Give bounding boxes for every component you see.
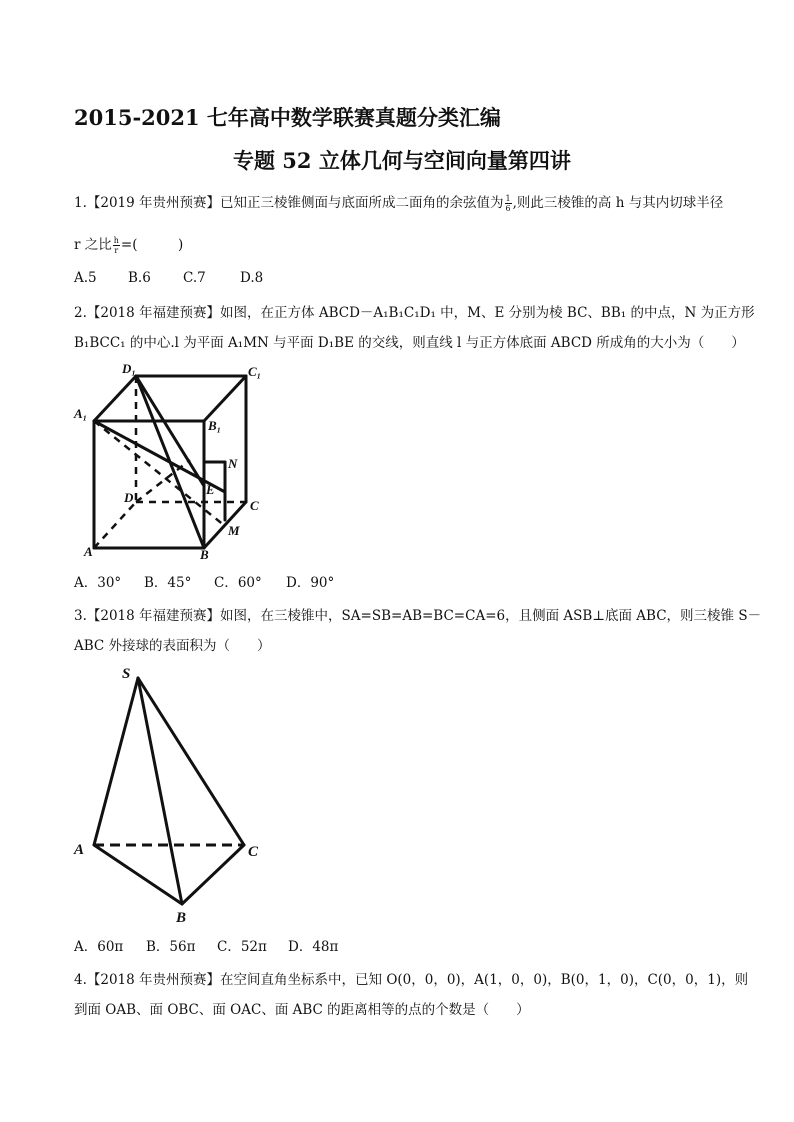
segment-d1e [136,376,204,486]
q2-option-b: B．45° [144,575,192,591]
q2-line2: B₁BCC₁ 的中心.l 为平面 A₁MN 与平面 D₁BE 的交线，则直线 l 与正方体底面 ABCD 所成角的大小为（ ） [74,335,745,351]
q1-line1 [74,191,723,213]
q2-option-c: C．60° [214,575,262,591]
q2-options [74,571,334,591]
q3-options [74,935,338,955]
label-a: A [74,842,85,858]
q3-line2: ABC 外接球的表面积为（ ） [74,638,271,654]
edge-sa [94,678,138,845]
q1-options [74,270,263,286]
q2-option-d: D．90° [286,575,335,591]
label-e: E [206,482,215,497]
label-a1: A₁ [74,406,88,421]
edge-ab [94,845,182,904]
edge-a1d1 [94,376,136,421]
cube-figure [70,360,270,560]
edge-b1c1 [204,376,246,421]
label-c1: C₁ [248,364,262,379]
q1-line2-prefix: r 之比 [74,237,112,253]
q1-frac-num: 1 [505,194,511,203]
q1-option-a: A.5 [74,270,97,286]
q3-option-b: B．56π [146,939,196,955]
label-a: A [84,544,93,559]
label-m: M [228,523,240,538]
label-c: C [250,498,259,513]
q3-line1: 3.【2018 年福建预赛】如图，在三棱锥中，SA=SB=AB=BC=CA=6，且侧面 ASB⊥底面 ABC，则三棱锥 S－ [74,608,762,624]
q1-suffix: ,则此三棱锥的高 h 与其内切球半径 [512,195,724,211]
q1-line2 [74,233,183,255]
document-title: 2015-2021 七年高中数学联赛真题分类汇编 [74,105,501,130]
label-b: B [176,910,187,926]
q1-option-d: D.8 [240,270,264,286]
q4-line1: 4.【2018 年贵州预赛】在空间直角坐标系中，已知 O(0，0，0)，A(1，0，0)，B(0，1，0)，C(0，0，1)，则 [74,972,749,988]
label-n: N [228,456,238,471]
q3-option-a: A．60π [74,939,124,955]
document-subtitle: 专题 52 立体几何与空间向量第四讲 [233,148,571,173]
q2-option-a: A．30° [74,575,122,591]
q1-option-c: C.7 [183,270,206,286]
q1-ratio-num: h [113,236,119,245]
label-c: C [248,844,259,860]
edge-bc [182,845,244,904]
q4-line2: 到面 OAB、面 OBC、面 OAC、面 ABC 的距离相等的点的个数是（ ） [74,1002,530,1018]
label-b: B [200,547,209,560]
q1-line2-suffix: =( ) [120,237,184,253]
label-b1: B₁ [208,418,222,433]
q1-ratio [113,236,120,255]
label-d1: D₁ [122,361,136,376]
pyramid-figure [72,664,272,926]
label-d: D [124,490,134,505]
q3-option-c: C．52π [217,939,267,955]
hidden-edge-ad [94,502,136,548]
q1-option-b: B.6 [128,270,151,286]
q1-prefix: 1.【2019 年贵州预赛】已知正三棱锥侧面与底面所成二面角的余弦值为 [74,195,504,211]
q1-ratio-den: r [114,246,119,255]
q2-line1: 2.【2018 年福建预赛】如图，在正方体 ABCD－A₁B₁C₁D₁ 中，M、E 分别为棱 BC、BB₁ 的中点，N 为正方形 [74,305,755,321]
q3-option-d: D．48π [288,939,339,955]
q1-fraction [505,194,512,213]
q1-frac-den: 6 [505,204,511,213]
label-s: S [122,666,131,682]
